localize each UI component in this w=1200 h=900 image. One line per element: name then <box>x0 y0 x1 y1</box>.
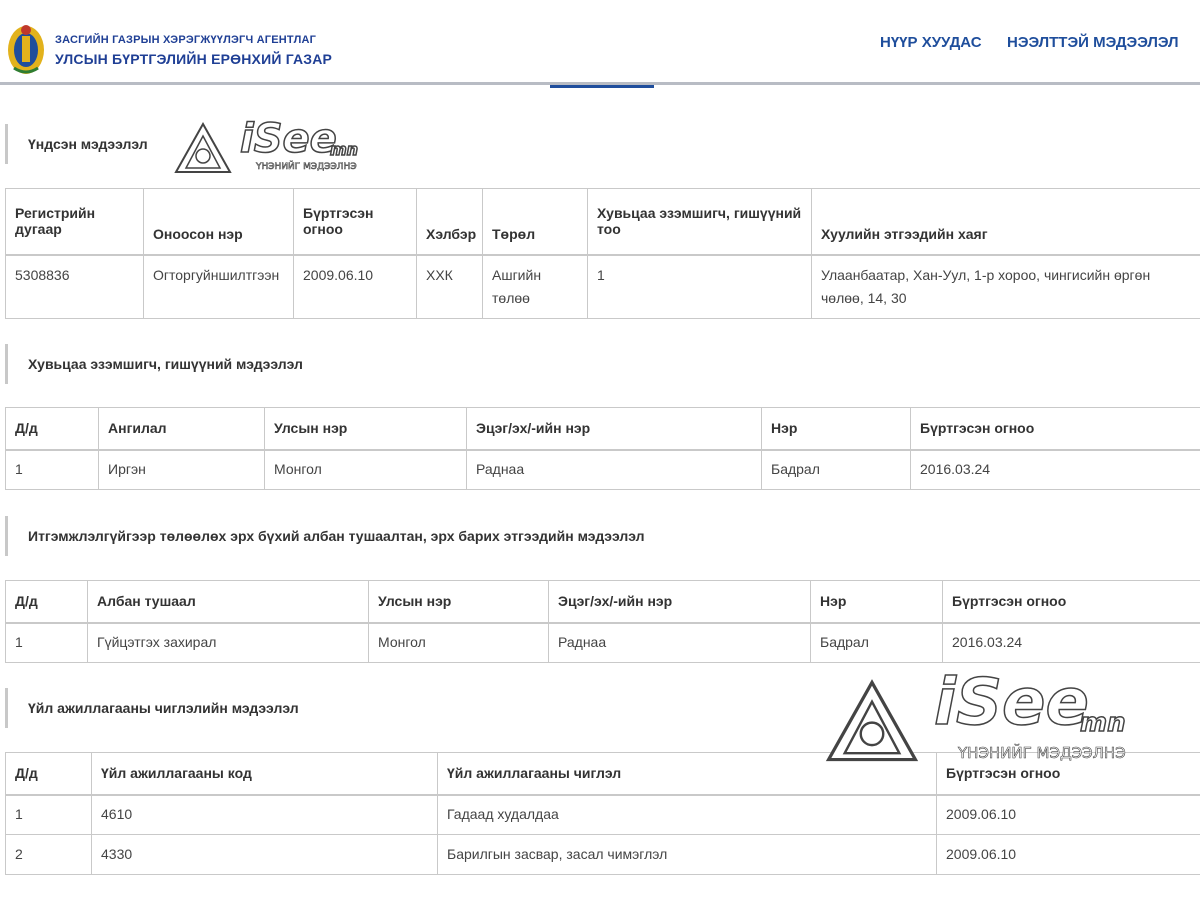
cell-position: Гүйцэтгэх захирал <box>88 623 369 663</box>
col-header: Ангилал <box>99 408 265 450</box>
officials-table <box>5 580 1200 663</box>
watermark-tagline: ҮНЭНИЙГ МЭДЭЭЛНЭ <box>958 744 1126 762</box>
col-header: Д/д <box>6 581 88 623</box>
watermark-tagline: ҮНЭНИЙГ МЭДЭЭЛНЭ <box>256 162 357 172</box>
active-nav-indicator <box>550 85 654 88</box>
activities-table <box>5 752 1200 875</box>
col-header: Улсын нэр <box>265 408 467 450</box>
isee-logo-icon <box>172 120 234 176</box>
col-header: Хуулийн этгээдийн хаяг <box>812 189 1200 255</box>
watermark-brand: iSee <box>934 666 1089 740</box>
table-header-row <box>6 753 1200 795</box>
watermark-brand: iSee <box>240 116 337 162</box>
state-emblem-logo <box>6 16 46 76</box>
cell-shareholder-count: 1 <box>588 255 812 319</box>
cell-registered-date: 2009.06.10 <box>294 255 417 319</box>
watermark-suffix: mn <box>1080 708 1126 738</box>
table-header-row <box>6 581 1200 623</box>
watermark-suffix: mn <box>330 140 359 159</box>
basic-info-heading: Үндсэн мэдээлэл <box>5 124 148 164</box>
col-header: Бүртгэсэн огноо <box>911 408 1200 450</box>
table-header-row <box>6 408 1200 450</box>
col-header: Хувьцаа эзэмшигч, гишүүний тоо <box>588 189 812 255</box>
activities-heading: Үйл ажиллагааны чиглэлийн мэдээлэл <box>5 688 299 728</box>
isee-watermark <box>172 118 372 178</box>
cell-register-number: 5308836 <box>6 255 144 319</box>
cell-registered-date: 2009.06.10 <box>937 795 1200 835</box>
officials-heading: Итгэмжлэлгүйгээр төлөөлөх эрх бүхий албан тушаалтан, эрх барих этгээдийн мэдээлэл <box>5 516 645 556</box>
col-header: Регистрийн дугаар <box>6 189 144 255</box>
cell-name: Бадрал <box>811 623 943 663</box>
cell-registered-date: 2009.06.10 <box>937 835 1200 875</box>
cell-name: Бадрал <box>762 450 911 490</box>
shareholders-heading: Хувьцаа эзэмшигч, гишүүний мэдээлэл <box>5 344 303 384</box>
table-row <box>6 255 1200 319</box>
cell-index: 1 <box>6 450 99 490</box>
agency-title: УЛСЫН БҮРТГЭЛИЙН ЕРӨНХИЙ ГАЗАР <box>55 51 333 67</box>
cell-type: Ашгийн төлөө <box>483 255 588 319</box>
cell-parent-name: Раднаа <box>467 450 762 490</box>
col-header: Бүртгэсэн огноо <box>943 581 1200 623</box>
col-header: Бүртгэсэн огноо <box>294 189 417 255</box>
table-row <box>6 450 1200 490</box>
col-header: Төрөл <box>483 189 588 255</box>
table-row <box>6 835 1200 875</box>
basic-info-table <box>5 188 1200 319</box>
cell-index: 2 <box>6 835 92 875</box>
table-row <box>6 623 1200 663</box>
cell-activity-direction: Гадаад худалдаа <box>438 795 937 835</box>
table-header-row <box>6 189 1200 255</box>
cell-activity-code: 4330 <box>92 835 438 875</box>
nav-open-info-link[interactable]: НЭЭЛТТЭЙ МЭДЭЭЛЭЛ <box>1007 34 1179 51</box>
col-header: Албан тушаал <box>88 581 369 623</box>
col-header: Үйл ажиллагааны чиглэл <box>438 753 937 795</box>
cell-company-name: Огторгуйншилтгээн <box>144 255 294 319</box>
cell-parent-name: Раднаа <box>549 623 811 663</box>
cell-address: Улаанбаатар, Хан-Уул, 1-р хороо, чингисийн өргөн чөлөө, 14, 30 <box>812 255 1200 319</box>
nav-home-link[interactable]: НҮҮР ХУУДАС <box>880 34 982 51</box>
cell-activity-code: 4610 <box>92 795 438 835</box>
cell-registered-date: 2016.03.24 <box>943 623 1200 663</box>
shareholders-table <box>5 407 1200 490</box>
cell-country: Монгол <box>265 450 467 490</box>
col-header: Улсын нэр <box>369 581 549 623</box>
col-header: Д/д <box>6 753 92 795</box>
cell-form: ХХК <box>417 255 483 319</box>
cell-category: Иргэн <box>99 450 265 490</box>
agency-subtitle: ЗАСГИЙН ГАЗРЫН ХЭРЭГЖҮҮЛЭГЧ АГЕНТЛАГ <box>55 34 317 46</box>
cell-index: 1 <box>6 795 92 835</box>
cell-index: 1 <box>6 623 88 663</box>
col-header: Бүртгэсэн огноо <box>937 753 1200 795</box>
col-header: Нэр <box>811 581 943 623</box>
cell-country: Монгол <box>369 623 549 663</box>
col-header: Нэр <box>762 408 911 450</box>
col-header: Оноосон нэр <box>144 189 294 255</box>
table-row <box>6 795 1200 835</box>
col-header: Д/д <box>6 408 99 450</box>
cell-activity-direction: Барилгын засвар, засал чимэглэл <box>438 835 937 875</box>
col-header: Эцэг/эх/-ийн нэр <box>467 408 762 450</box>
col-header: Эцэг/эх/-ийн нэр <box>549 581 811 623</box>
col-header: Үйл ажиллагааны код <box>92 753 438 795</box>
page-header <box>0 0 1200 82</box>
cell-registered-date: 2016.03.24 <box>911 450 1200 490</box>
col-header: Хэлбэр <box>417 189 483 255</box>
